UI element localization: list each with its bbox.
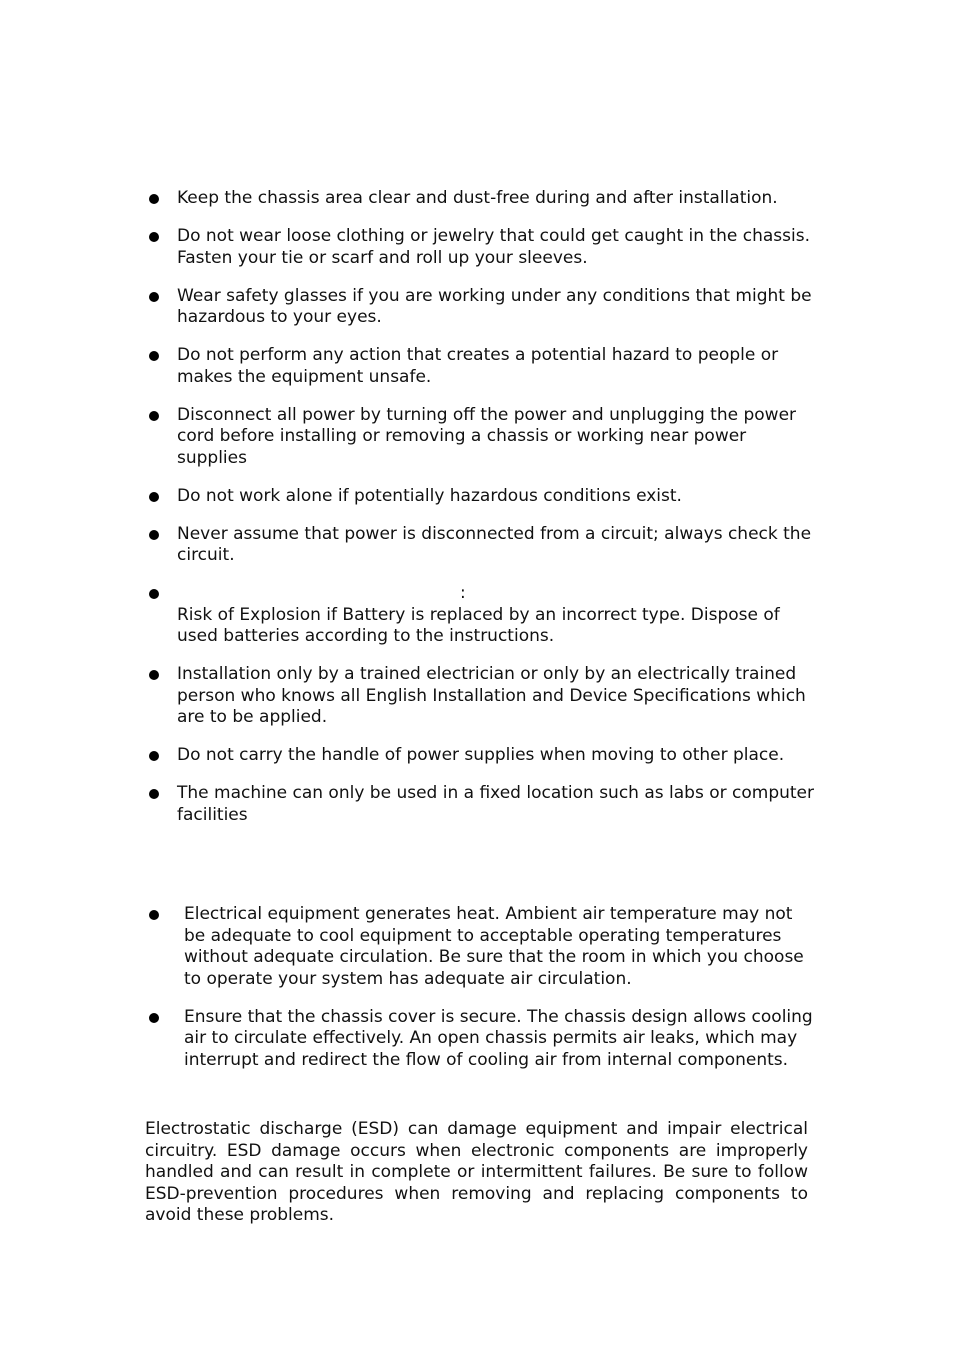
list-item-text: Keep the chassis area clear and dust-free during and after installation. <box>177 188 778 208</box>
list-item-text: Installation only by a trained electrician or only by an electrically trained person who knows all English Installation and Device Specifications which are to be applied. <box>177 664 806 727</box>
esd-paragraph: Electrostatic discharge (ESD) can damage equipment and impair electrical circuitry. ESD damage occurs when electronic components are improperly handled and can result in complete or intermittent failures. Be sure to follow ESD-prevention procedures when removing and replacing components to avoid these problems. <box>145 1119 808 1225</box>
list-item-text: Ensure that the chassis cover is secure. The chassis design allows cooling air to circulate effectively. An open chassis permits air leaks, which may interrupt and redirect the flow of cooling air from internal components. <box>184 1006 813 1070</box>
bullet-icon <box>149 670 159 680</box>
bullet-icon <box>149 789 159 799</box>
bullet-icon <box>149 589 159 599</box>
list-item-text: Disconnect all power by turning off the power and unplugging the power cord before installing or removing a chassis or working near power supplies <box>177 404 797 468</box>
airflow-guidelines-list <box>145 904 815 1088</box>
bullet-icon <box>149 411 159 421</box>
list-item <box>145 405 815 470</box>
list-item <box>145 745 815 767</box>
list-item-text: Risk of Explosion if Battery is replaced by an incorrect type. Dispose of used batteries according to the instructions. <box>177 604 780 646</box>
list-item-text: Never assume that power is disconnected from a circuit; always check the circuit. <box>177 523 812 565</box>
list-item <box>145 286 815 329</box>
list-item <box>145 226 815 269</box>
list-item <box>145 1007 815 1072</box>
list-item-battery-warning <box>145 583 815 648</box>
bullet-icon <box>149 530 159 540</box>
safety-guidelines-list <box>145 188 815 843</box>
battery-heading-colon: : <box>460 583 466 603</box>
list-item-text: The machine can only be used in a fixed location such as labs or computer facilities <box>177 783 815 825</box>
list-item <box>145 486 815 508</box>
list-item-text: Wear safety glasses if you are working under any conditions that might be hazardous to your eyes. <box>177 285 812 327</box>
bullet-icon <box>149 292 159 302</box>
list-item <box>145 904 815 990</box>
list-item-text: Do not wear loose clothing or jewelry that could get caught in the chassis. Fasten your tie or scarf and roll up your sleeves. <box>177 226 810 268</box>
bullet-icon <box>149 351 159 361</box>
bullet-icon <box>149 194 159 204</box>
list-item <box>145 524 815 567</box>
list-item-text: Electrical equipment generates heat. Ambient air temperature may not be adequate to cool equipment to acceptable operating temperatures without adequate circulation. Be sure that the room in which you choose to operate your system has adequate air circulation. <box>184 904 804 989</box>
bullet-icon <box>149 751 159 761</box>
list-item <box>145 345 815 388</box>
list-item <box>145 188 815 210</box>
bullet-icon <box>149 1013 159 1023</box>
bullet-icon <box>149 492 159 502</box>
bullet-icon <box>149 910 159 920</box>
list-item-text: Do not work alone if potentially hazardous conditions exist. <box>177 485 682 506</box>
bullet-icon <box>149 232 159 242</box>
list-item-text: Do not carry the handle of power supplies when moving to other place. <box>177 745 785 765</box>
list-item-text: Do not perform any action that creates a potential hazard to people or makes the equipment unsafe. <box>177 345 779 387</box>
list-item <box>145 783 815 826</box>
list-item <box>145 664 815 729</box>
